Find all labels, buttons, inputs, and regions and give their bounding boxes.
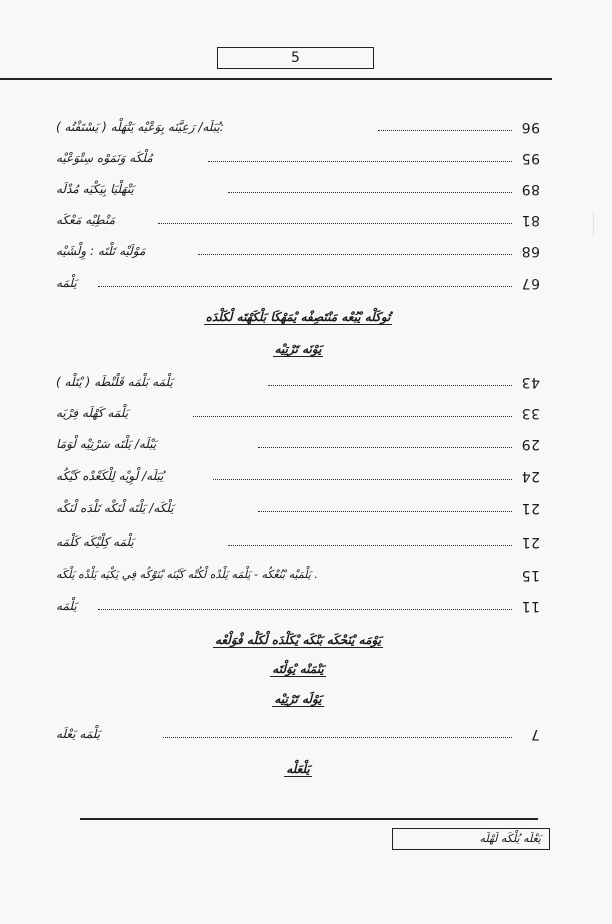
section-subheading: يَوْلَه تَرْتِيْه <box>274 692 322 706</box>
toc-leader-dots <box>228 526 512 546</box>
section-heading: تُوكَلْه يْبُعْه مَنْتَصِفْه يْمَهْكَا بَلْكَهْتَه لْكَلْدَه <box>205 310 391 324</box>
toc-entry[interactable] <box>56 403 540 423</box>
toc-entry-page: 43 <box>521 374 540 390</box>
toc-entry-page: 11 <box>521 598 540 614</box>
toc-entry-title: يُبَلَه/ لْوِيْه لِلْكَعْدْه كَيْكُه <box>56 469 164 483</box>
toc-entry[interactable] <box>56 532 540 552</box>
toc-entry-page: 24 <box>521 468 540 484</box>
toc-leader-dots <box>258 428 512 448</box>
toc-entry-title: يَلْمَه كَهْلَه فِرْيَه <box>56 406 129 420</box>
page-number: 5 <box>291 50 300 66</box>
toc-entry-page: 21 <box>521 534 540 550</box>
toc-leader-dots <box>213 460 512 480</box>
toc-entry-page: 96 <box>521 119 540 135</box>
toc-entry-page: 15 <box>521 567 540 583</box>
section-subheading: يَوْنَه تَرْتِيْه <box>274 342 322 356</box>
toc-entry-title: يُبَلَه/ رَعِيَّنَه بِوَعْيْه يَتْهَلْه ( يَسْتَفْتُه ): <box>56 120 224 134</box>
toc-entry-title: يَنْهَلْيَا بِيَكْيَه مُدْلَه <box>56 182 134 196</box>
toc-entry[interactable] <box>56 434 540 454</box>
toc-entry[interactable] <box>56 565 540 585</box>
page-number-box <box>217 47 374 69</box>
toc-entry-page: 81 <box>521 212 540 228</box>
toc-entry-title: مُلْكَه وَنَمَوْه سِتْوَعْيْه <box>56 151 153 165</box>
toc-leader-dots <box>228 173 512 193</box>
toc-leader-dots <box>208 142 512 162</box>
toc-entry-title: مَنْطِيْه مَعْكَه <box>56 213 116 227</box>
toc-entry-title: يَلْمَه يَعْلَه <box>56 727 101 741</box>
toc-leader-dots <box>98 590 512 610</box>
toc-entry[interactable] <box>56 241 540 261</box>
toc-entry-page: 95 <box>521 150 540 166</box>
toc-entry-title: مَوْلَيْه تَلْتَه : وِلْشَيْه <box>56 244 146 258</box>
page-margin-mark <box>593 212 608 236</box>
toc-entry-page: 29 <box>521 436 540 452</box>
section-heading: يَوْمَه يْنَحْكَه بَنْكَه يْكَلْدَه لْكَلْه فْوَلْعْه <box>214 633 382 647</box>
toc-entry-title: يَلْمَيْه بْنُعْكُه - يَلْمَه يَلْدْه لْكُتْه كَيْنَه بْنَوْكُه فِي يَكْيَه يَلْدْه يَلْكَه . <box>56 568 318 581</box>
toc-entry[interactable] <box>56 148 540 168</box>
toc-entry-page: 68 <box>521 243 540 259</box>
toc-entry[interactable] <box>56 117 540 137</box>
toc-leader-dots <box>268 366 512 386</box>
toc-leader-dots <box>163 718 512 738</box>
toc-entry-title: يَبْلَه/ يَلْتَه سَرْتِيْه لْوَمَا <box>56 437 157 451</box>
footer-label: يَعْلَه يُلْكَه لَهْلَه <box>479 832 541 845</box>
toc-leader-dots <box>258 492 512 512</box>
toc-entry-page: 21 <box>521 500 540 516</box>
toc-entry[interactable] <box>56 179 540 199</box>
toc-entry-title: يَلْكَه/ يَلْتَه لْنَكْه تَلْدَه لْنَكْه <box>56 501 174 515</box>
toc-entry[interactable] <box>56 724 540 744</box>
toc-entry-title: يَلْمَه كِلْيْكَه كَلْمَه <box>56 535 134 549</box>
toc-entry[interactable] <box>56 210 540 230</box>
toc-entry-page: 67 <box>521 275 540 291</box>
toc-entry-title: يَلْمَه بَلْمَه قَلْنْطَه ( يْتَلْه ) <box>56 375 173 389</box>
final-heading: يَلْعَلْه <box>286 762 310 776</box>
toc-leader-dots <box>198 235 512 255</box>
toc-leader-dots <box>193 397 512 417</box>
toc-leader-dots <box>98 267 512 287</box>
toc-entry-title: يَلْمَه <box>56 276 77 290</box>
toc-entry[interactable] <box>56 466 540 486</box>
toc-entry-page: 89 <box>521 181 540 197</box>
toc-leader-dots <box>158 204 512 224</box>
section-subheading: يَنْمَنْه يْوَلْتَه <box>272 662 324 676</box>
toc-leader-dots <box>378 111 512 131</box>
toc-entry[interactable] <box>56 273 540 293</box>
toc-entry[interactable] <box>56 596 540 616</box>
footer-rule <box>80 818 538 820</box>
header-rule <box>0 78 552 80</box>
toc-entry-title: يَلْمَه <box>56 599 77 613</box>
toc-entry-page: 33 <box>521 405 540 421</box>
toc-entry[interactable] <box>56 372 540 392</box>
footer-box <box>392 828 550 850</box>
toc-entry-page: 7 <box>530 726 540 742</box>
toc-entry[interactable] <box>56 498 540 518</box>
